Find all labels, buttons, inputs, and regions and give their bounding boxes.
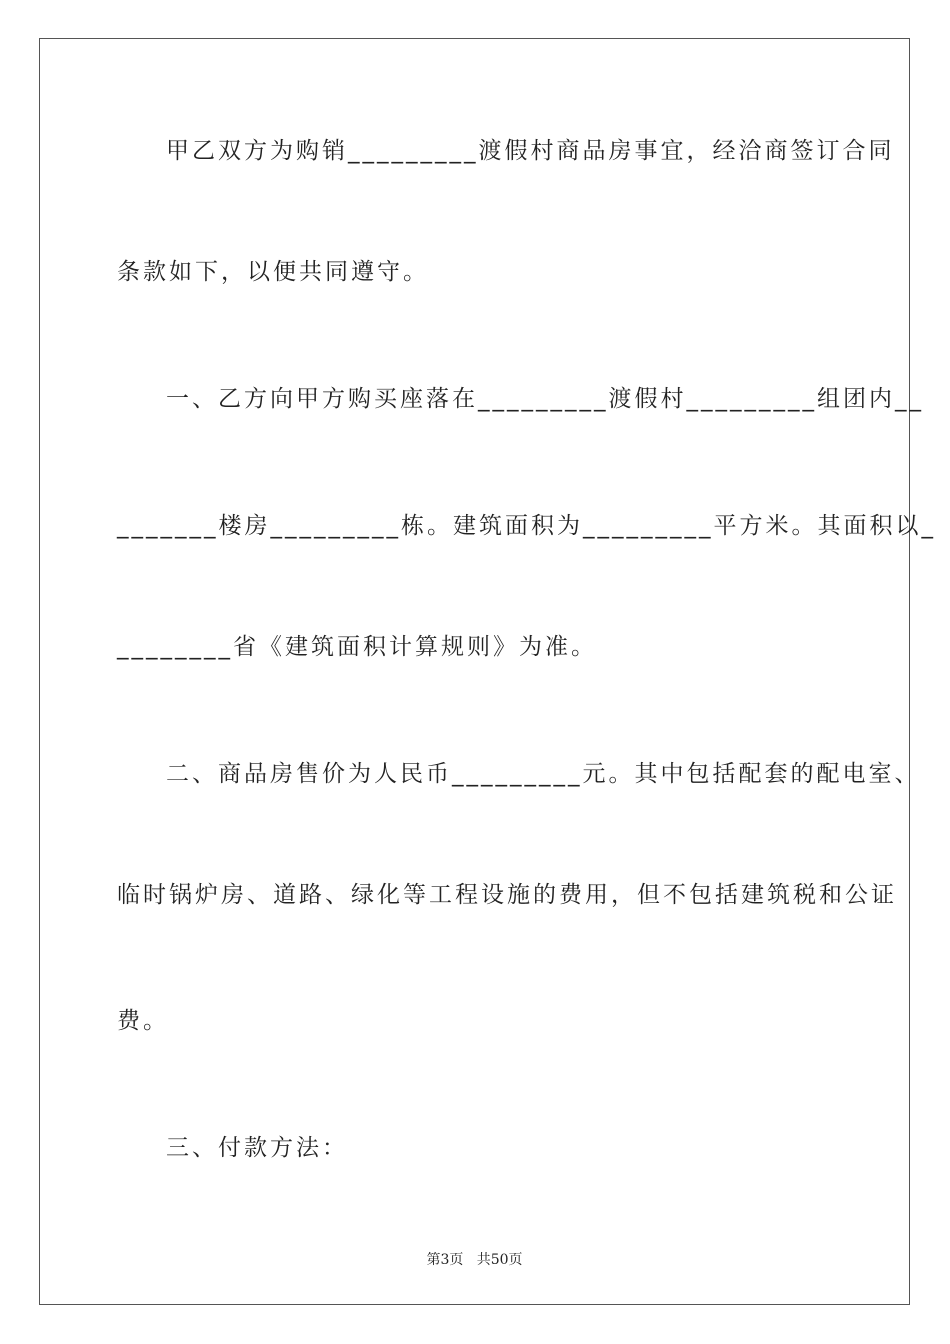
document-page [39,38,936,1305]
paragraph-line-6: 二、商品房售价为人民币_________元。其中包括配套的配电室、 [166,761,921,787]
paragraph-line-5: ________省《建筑面积计算规则》为准。 [117,634,597,660]
paragraph-line-1: 甲乙双方为购销_________渡假村商品房事宜，经洽商签订合同 [166,138,895,164]
paragraph-line-8: 费。 [117,1008,169,1034]
paragraph-line-3: 一、乙方向甲方购买座落在_________渡假村_________组团内__ [166,386,924,412]
paragraph-line-9: 三、付款方法： [166,1135,348,1161]
paragraph-line-2: 条款如下，以便共同遵守。 [117,259,429,285]
page-footer: 第3页 共50页 [426,1252,523,1268]
paragraph-line-4: _______楼房_________栋。建筑面积为_________平方米。其面积以_ [117,513,936,539]
paragraph-line-7: 临时锅炉房、道路、绿化等工程设施的费用，但不包括建筑税和公证 [117,882,897,908]
